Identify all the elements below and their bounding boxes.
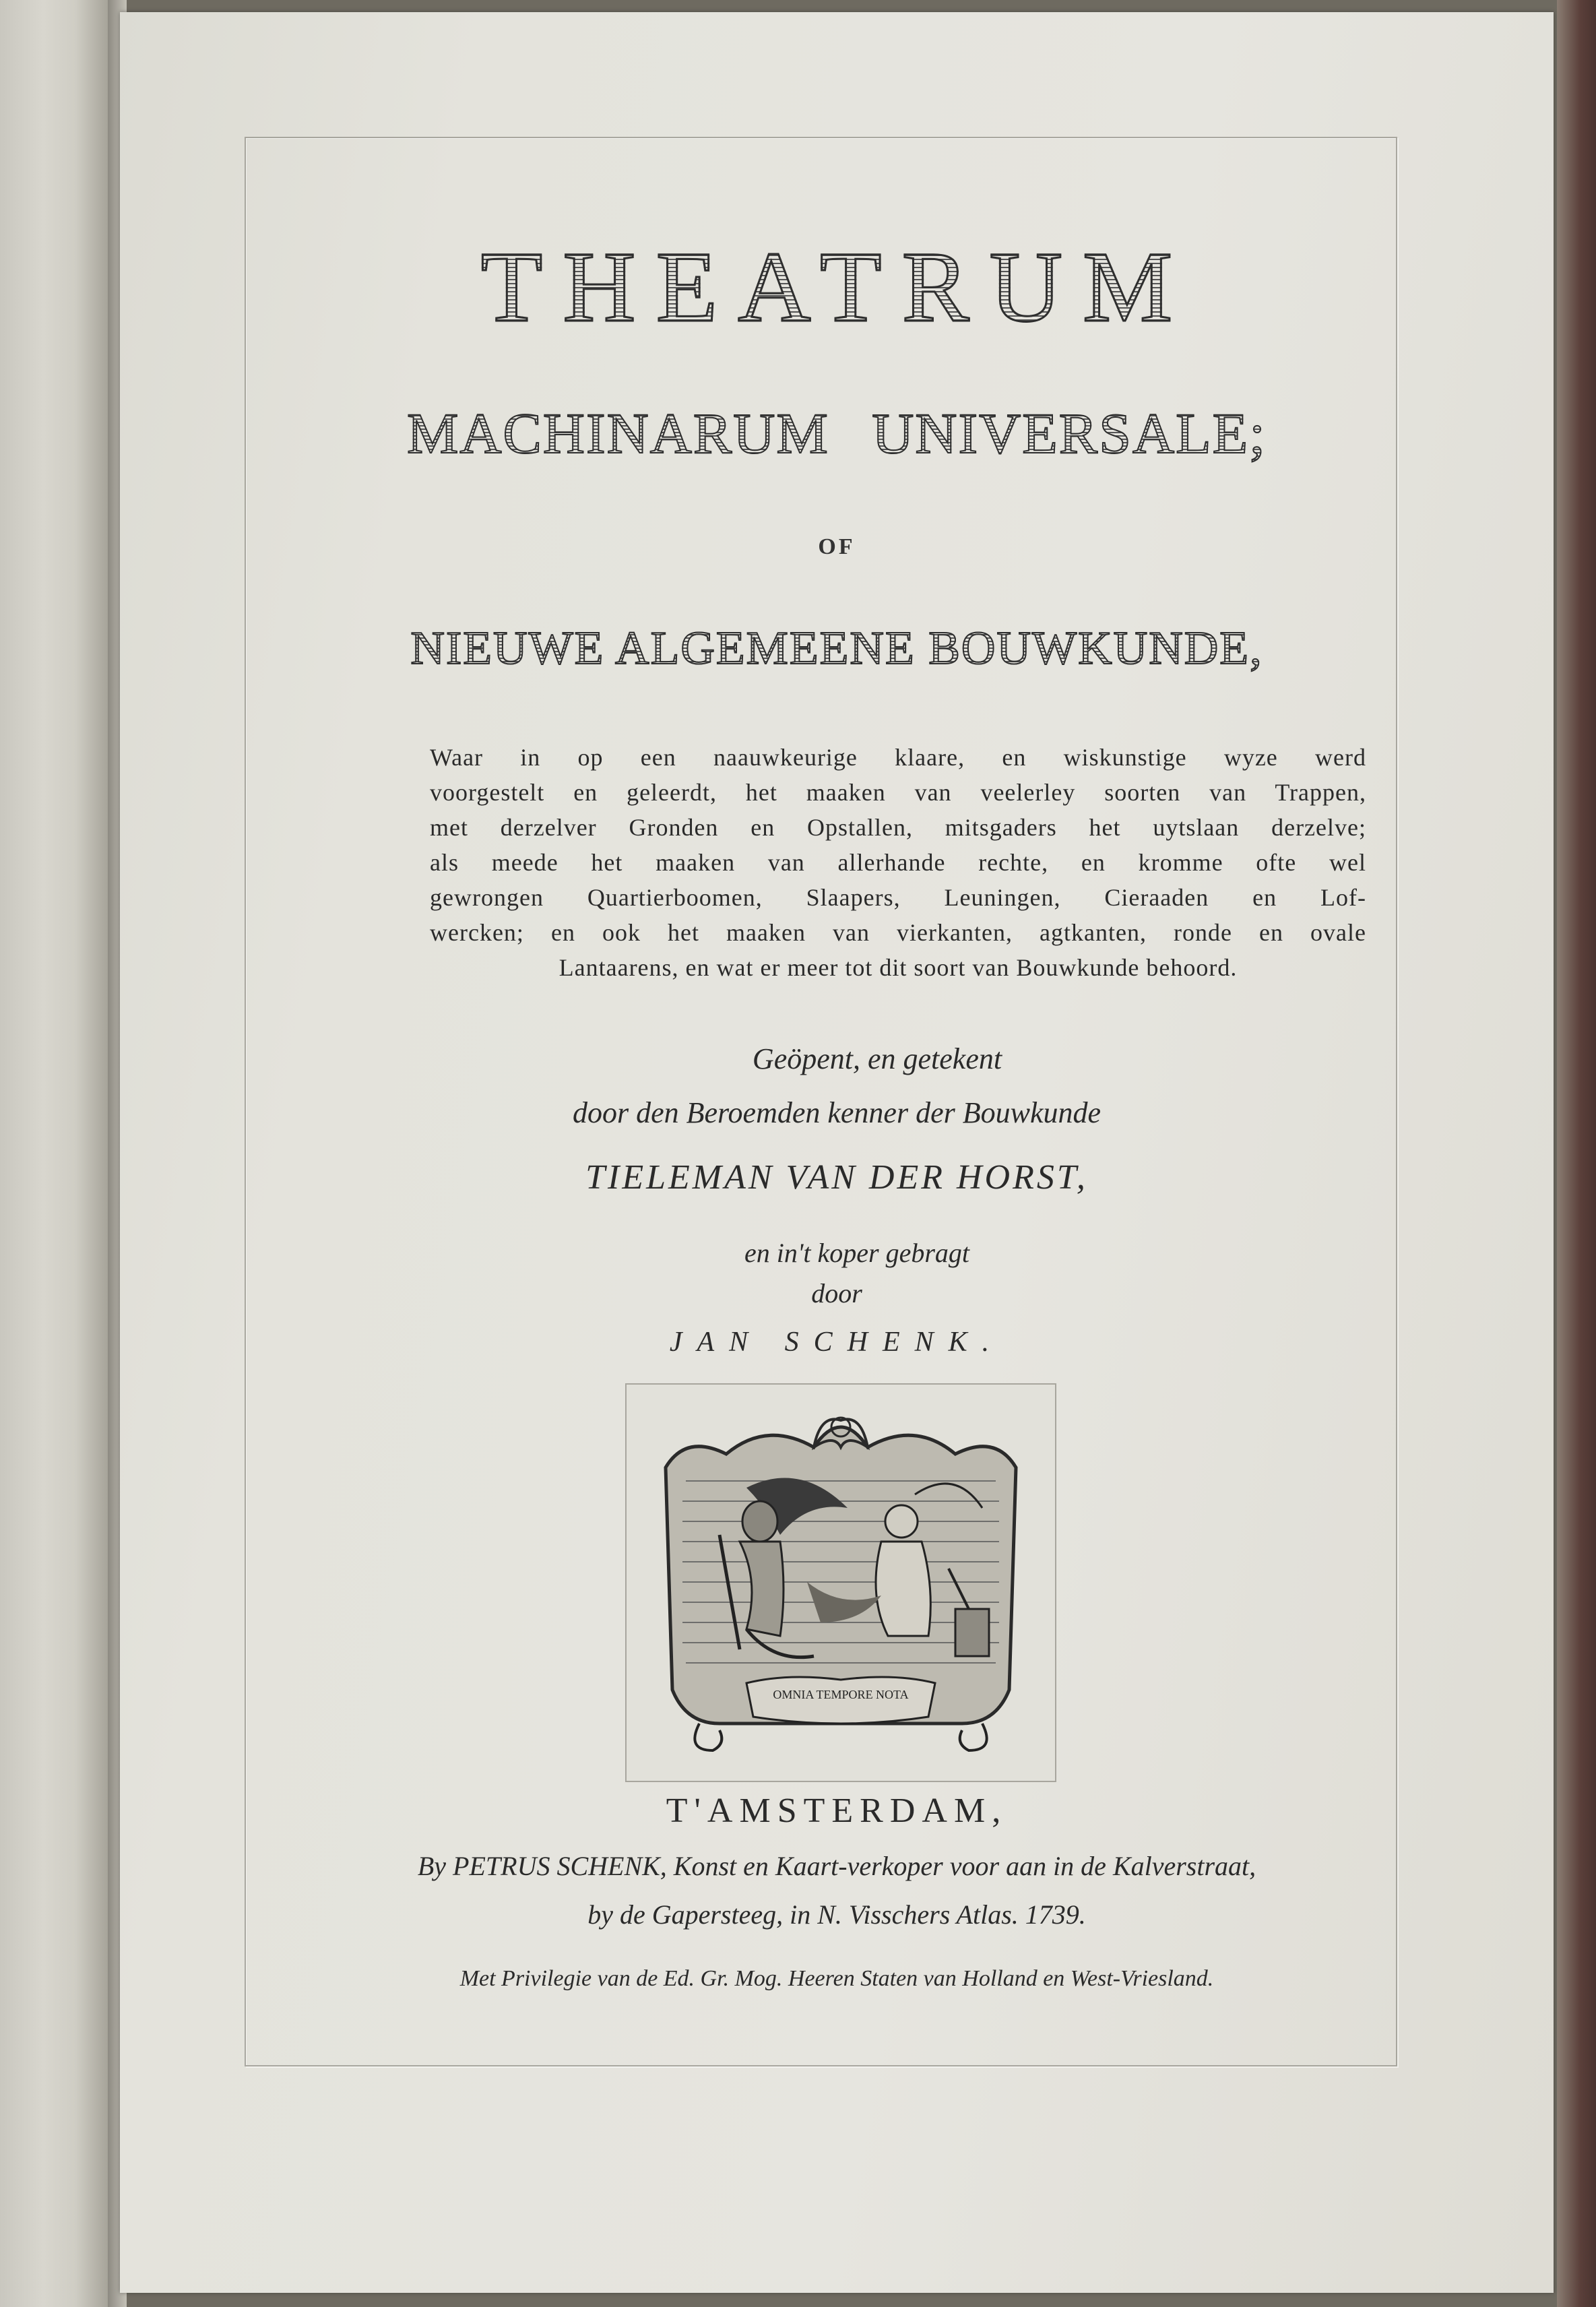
book-alt-title: NIEUWE ALGEMEENE BOUWKUNDE, [120, 622, 1554, 676]
description-line: gewrongen Quartierboomen, Slaapers, Leuningen, Cieraaden en Lof- [430, 884, 1366, 911]
book-title: THEATRUM [120, 229, 1554, 345]
imprint-privilege: Met Privilegie van de Ed. Gr. Mog. Heeren Staten van Holland en West-Vriesland. [459, 1966, 1214, 1991]
engraver-name: JAN SCHENK. [669, 1327, 1004, 1358]
description-line: wercken; en ook het maaken van vierkanten, agtkanten, ronde en ovale [430, 919, 1366, 946]
description-line: als meede het maaken van allerhande rechte, en kromme ofte wel [430, 849, 1366, 876]
subtitle-connector: OF [818, 534, 856, 559]
cover-edge [1557, 0, 1596, 2307]
imprint-address: by de Gapersteeg, in N. Visschers Atlas. 1739. [587, 1899, 1086, 1930]
description-line: voorgestelt en geleerdt, het maaken van veelerley soorten van Trappen, [430, 779, 1366, 806]
credit-line: door den Beroemden kenner der Bouwkunde [572, 1096, 1102, 1129]
vignette-motto: OMNIA TEMPORE NOTA [773, 1688, 909, 1701]
description-paragraph [430, 740, 1366, 985]
imprint-place: T'AMSTERDAM, [666, 1792, 1008, 1830]
imprint-publisher: By PETRUS SCHENK, Konst en Kaart-verkoper voor aan in de Kalverstraat, [417, 1851, 1256, 1881]
allegorical-vignette [645, 1407, 1036, 1764]
description-line: Waar in op een naauwkeurige klaare, en wiskunstige wyze werd [430, 744, 1366, 771]
credit-line: en in't koper gebragt [744, 1238, 970, 1268]
credit-line: Geöpent, en getekent [752, 1042, 1002, 1075]
title-page [120, 12, 1554, 2293]
book-binding [0, 0, 108, 2307]
description-line: Lantaarens, en wat er meer tot dit soort van Bouwkunde behoord. [558, 954, 1238, 981]
book-subtitle: MACHINARUM UNIVERSALE; [120, 400, 1554, 467]
author-name: TIELEMAN VAN DER HORST, [585, 1158, 1088, 1197]
description-line: met derzelver Gronden en Opstallen, mitsgaders het uytslaan derzelve; [430, 814, 1366, 841]
credit-line: door [811, 1278, 862, 1308]
